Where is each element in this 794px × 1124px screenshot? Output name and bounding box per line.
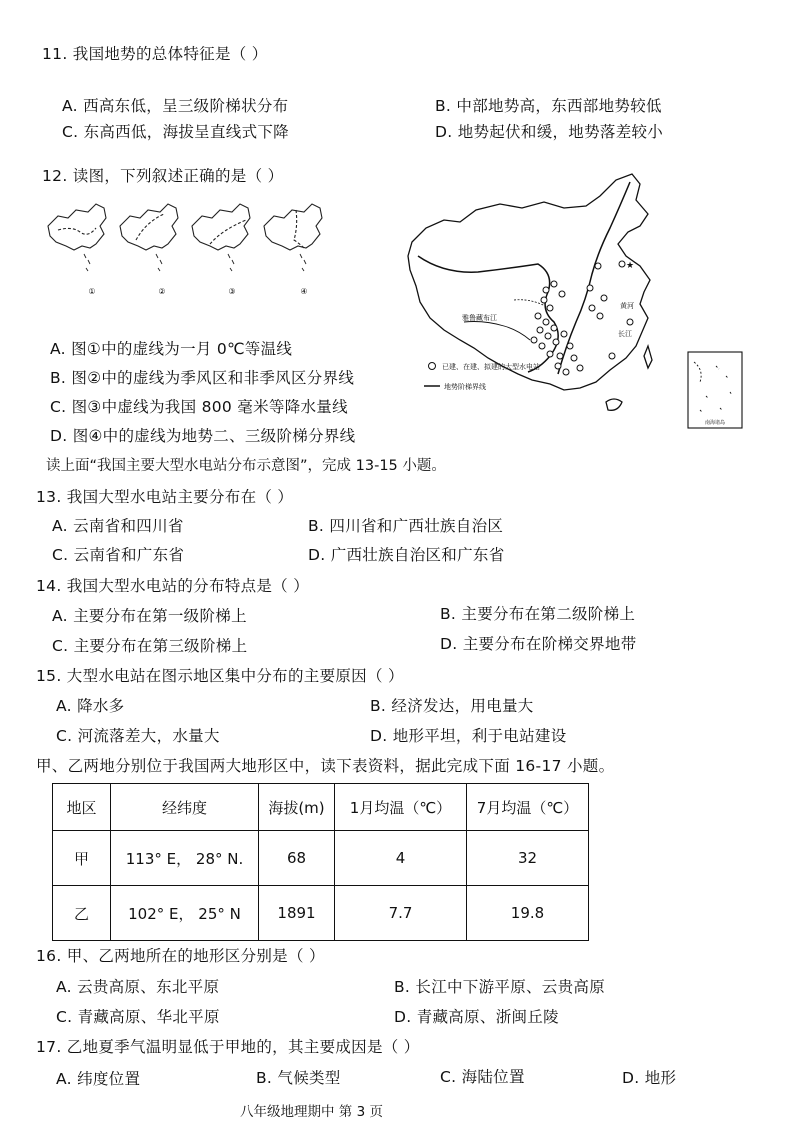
map-num-2: ② <box>158 287 166 296</box>
hydropower-station-markers <box>531 261 633 375</box>
q16-option-c[interactable]: C. 青藏高原、华北平原 <box>56 1008 220 1026</box>
small-map-4 <box>264 204 322 271</box>
q16-stem: 16. 甲、乙两地所在的地形区分别是（ ） <box>36 947 325 965</box>
table-cell: 甲 <box>53 831 111 886</box>
q17-option-a[interactable]: A. 纬度位置 <box>56 1070 141 1088</box>
table-cell: 113° E， 28° N. <box>111 831 259 886</box>
table-row <box>53 886 589 941</box>
q16-option-a[interactable]: A. 云贵高原、东北平原 <box>56 978 220 996</box>
q12-option-d[interactable]: D. 图④中的虚线为地势二、三级阶梯分界线 <box>50 427 356 445</box>
q17-option-d[interactable]: D. 地形 <box>622 1069 677 1087</box>
legend-station-icon <box>429 363 436 370</box>
q15-option-b[interactable]: B. 经济发达，用电量大 <box>370 697 534 715</box>
table-cell: 102° E， 25° N <box>111 886 259 941</box>
q11-option-d[interactable]: D. 地势起伏和缓，地势落差较小 <box>435 123 664 141</box>
south-china-sea-inset <box>688 352 742 428</box>
table-header-cell: 海拔(m) <box>259 784 335 831</box>
q15-option-c[interactable]: C. 河流落差大，水量大 <box>56 727 220 745</box>
map-num-3: ③ <box>228 287 236 296</box>
table-header-row <box>53 784 589 831</box>
q15-option-d[interactable]: D. 地形平坦，利于电站建设 <box>370 727 567 745</box>
q14-stem: 14. 我国大型水电站的分布特点是（ ） <box>36 577 310 595</box>
page-footer: 八年级地理期中 第 3 页 <box>240 1104 383 1120</box>
q12-option-b[interactable]: B. 图②中的虚线为季风区和非季风区分界线 <box>50 369 355 387</box>
q16-option-d[interactable]: D. 青藏高原、浙闽丘陵 <box>394 1008 559 1026</box>
table-cell: 32 <box>467 831 589 886</box>
q13-option-d[interactable]: D. 广西壮族自治区和广东省 <box>308 546 505 564</box>
table-cell: 19.8 <box>467 886 589 941</box>
star-icon: ★ <box>626 261 635 271</box>
q17-stem: 17. 乙地夏季气温明显低于甲地的，其主要成因是（ ） <box>36 1038 420 1056</box>
map-river-label: 雅鲁藏布江 <box>462 314 497 322</box>
small-map-3 <box>192 204 250 271</box>
small-map-2 <box>120 204 178 271</box>
q11-option-a[interactable]: A. 西高东低，呈三级阶梯状分布 <box>62 97 289 115</box>
q14-option-d[interactable]: D. 主要分布在阶梯交界地带 <box>440 635 637 653</box>
q11-option-b[interactable]: B. 中部地势高，东西部地势较低 <box>435 97 662 115</box>
river-line <box>464 322 530 341</box>
q16-option-b[interactable]: B. 长江中下游平原、云贵高原 <box>394 978 605 996</box>
table-cell: 68 <box>259 831 335 886</box>
table-cell: 4 <box>335 831 467 886</box>
legend-boundary-text: 地势阶梯界线 <box>444 383 486 391</box>
q12-stem: 12. 读图，下列叙述正确的是（ ） <box>42 167 284 185</box>
q14-option-a[interactable]: A. 主要分布在第一级阶梯上 <box>52 607 247 625</box>
intro-13-15: 读上面“我国主要大型水电站分布示意图”，完成 13-15 小题。 <box>46 458 446 474</box>
hydropower-map <box>404 170 764 436</box>
map-num-1: ① <box>88 287 96 296</box>
small-map-1 <box>48 204 106 271</box>
map-label-b: 长江 <box>618 330 632 338</box>
table-cell: 1891 <box>259 886 335 941</box>
q17-option-c[interactable]: C. 海陆位置 <box>440 1068 525 1086</box>
q11-stem: 11. 我国地势的总体特征是（ ） <box>42 45 268 63</box>
step-boundary-lines <box>418 182 630 374</box>
intro-16-17: 甲、乙两地分别位于我国两大地形区中，读下表资料，据此完成下面 16-17 小题。 <box>36 757 615 775</box>
table-row <box>53 831 589 886</box>
table-cell: 乙 <box>53 886 111 941</box>
q14-option-c[interactable]: C. 主要分布在第三级阶梯上 <box>52 637 248 655</box>
q11-option-c[interactable]: C. 东高西低，海拔呈直线式下降 <box>62 123 289 141</box>
table-header-cell: 1月均温（℃） <box>335 784 467 831</box>
q13-option-c[interactable]: C. 云南省和广东省 <box>52 546 185 564</box>
map-label-a: 黄河 <box>620 302 634 310</box>
china-outline <box>408 174 652 410</box>
map-num-4: ④ <box>300 287 308 296</box>
table-header-cell: 7月均温（℃） <box>467 784 589 831</box>
table-cell: 7.7 <box>335 886 467 941</box>
q15-option-a[interactable]: A. 降水多 <box>56 697 125 715</box>
q14-option-b[interactable]: B. 主要分布在第二级阶梯上 <box>440 605 636 623</box>
inset-label: 南海诸岛 <box>704 420 726 426</box>
q12-option-c[interactable]: C. 图③中虚线为我国 800 毫米等降水量线 <box>50 398 348 416</box>
table-header-cell: 地区 <box>53 784 111 831</box>
q13-option-b[interactable]: B. 四川省和广西壮族自治区 <box>308 517 504 535</box>
legend-station-text: 已建、在建、拟建的大型水电站 <box>442 363 540 371</box>
table-header-cell: 经纬度 <box>111 784 259 831</box>
q15-stem: 15. 大型水电站在图示地区集中分布的主要原因（ ） <box>36 667 404 685</box>
q12-small-maps <box>44 196 334 300</box>
region-data-table <box>52 783 589 941</box>
q12-option-a[interactable]: A. 图①中的虚线为一月 0℃等温线 <box>50 340 293 358</box>
q13-option-a[interactable]: A. 云南省和四川省 <box>52 517 184 535</box>
q17-option-b[interactable]: B. 气候类型 <box>256 1069 341 1087</box>
q13-stem: 13. 我国大型水电站主要分布在（ ） <box>36 488 294 506</box>
